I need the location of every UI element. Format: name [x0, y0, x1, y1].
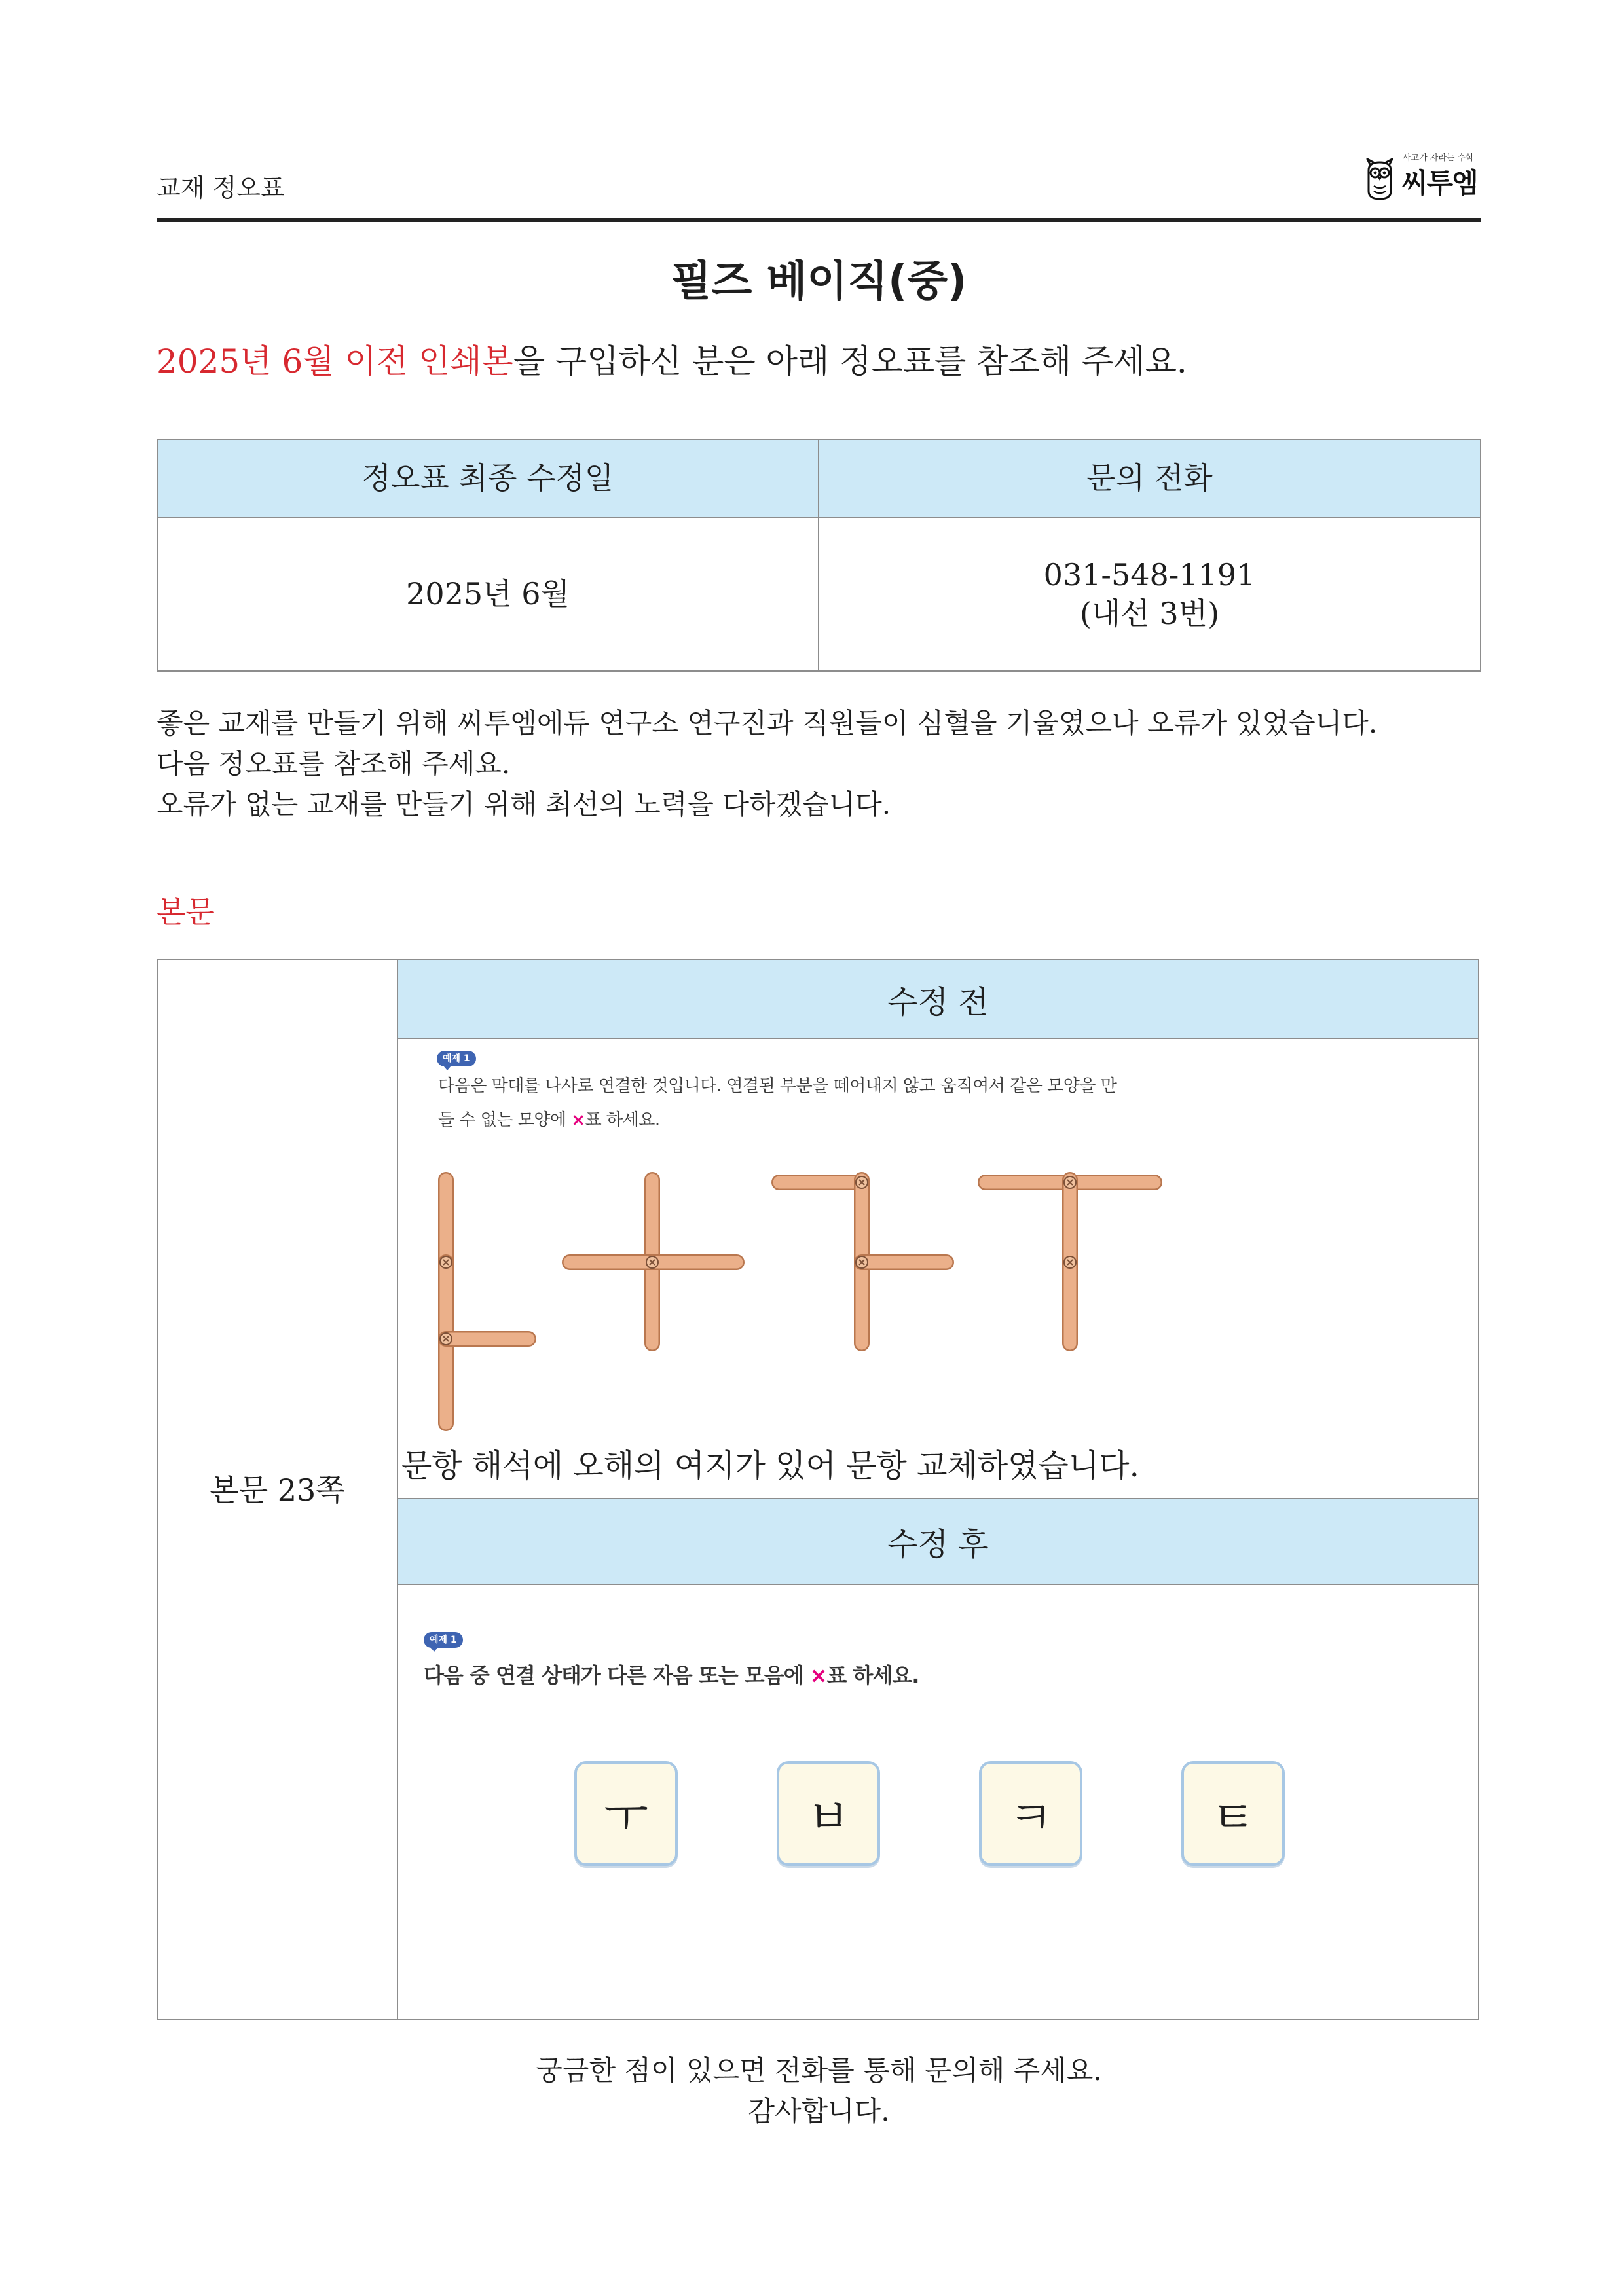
errata-location: 본문 23쪽	[210, 1472, 345, 1508]
phone-number: 031-548-1191	[1043, 556, 1256, 592]
notice-text: 을 구입하신 분은 아래 정오표를 참조해 주세요.	[513, 342, 1187, 380]
intro-line: 다음 정오표를 참조해 주세요.	[157, 748, 511, 780]
last-updated-cell	[158, 518, 818, 670]
x-mark: ×	[809, 1663, 827, 1688]
example-instruction-line	[438, 1108, 660, 1132]
brand-logo	[1362, 152, 1481, 207]
footer-thanks: 감사합니다.	[748, 2095, 890, 2127]
last-updated-value: 2025년 6월	[406, 576, 570, 611]
instruction-text: 표 하세요.	[826, 1663, 919, 1688]
stick-figure-3	[779, 1176, 946, 1343]
stick-figure-2	[570, 1180, 737, 1343]
stick-figures	[434, 1172, 1167, 1434]
owl-icon	[1365, 157, 1395, 202]
logo-tagline: 사고가 자라는 수학	[1403, 153, 1474, 163]
instruction-text: 들 수 없는 모양에	[438, 1110, 572, 1130]
after-label: 수정 후	[887, 1526, 989, 1563]
jamo-choice-tile: ㅜ	[574, 1761, 678, 1866]
stick-figure-4	[986, 1176, 1154, 1343]
screw-icon	[856, 1256, 868, 1268]
document-type-label: 교재 정오표	[157, 173, 285, 202]
screw-icon	[440, 1256, 452, 1268]
instruction-text: 표 하세요.	[585, 1110, 660, 1130]
before-label: 수정 전	[887, 983, 989, 1021]
intro-line: 오류가 없는 교재를 만들기 위해 최선의 노력을 다하겠습니다.	[157, 788, 891, 820]
after-header	[398, 1499, 1478, 1585]
screw-icon	[1064, 1176, 1076, 1188]
jamo-choice-tile: ㅋ	[979, 1761, 1082, 1866]
before-header	[398, 960, 1478, 1039]
errata-table	[157, 959, 1479, 2020]
example-instruction	[424, 1661, 919, 1690]
intro-line: 좋은 교재를 만들기 위해 씨투엠에듀 연구소 연구진과 직원들이 심혈을 기울였으나 오류가 있었습니다.	[157, 707, 1378, 739]
section-title: 본문	[157, 894, 215, 930]
page-title: 필즈 베이직(중)	[671, 257, 967, 306]
before-content	[398, 1039, 1478, 1499]
phone-extension: (내선 3번)	[1079, 595, 1220, 631]
jamo-choice-tile: ㅂ	[777, 1761, 880, 1866]
jamo-choice-tile: ㅌ	[1181, 1761, 1285, 1866]
purchase-notice	[157, 341, 1187, 382]
notice-highlight: 2025년 6월 이전 인쇄본	[157, 342, 513, 380]
example-instruction-line: 다음은 막대를 나사로 연결한 것입니다. 연결된 부분을 떼어내지 않고 움직여서 같은 모양을 만	[438, 1076, 1117, 1096]
stick-figure-1	[440, 1180, 528, 1423]
errata-location-cell	[158, 960, 397, 2019]
instruction-text: 다음 중 연결 상태가 다른 자음 또는 모음에	[424, 1663, 810, 1688]
header-contact-phone	[819, 440, 1480, 517]
correction-note: 문항 해석에 오해의 여지가 있어 문항 교체하였습니다.	[401, 1448, 1139, 1484]
footer-contact-message: 궁금한 점이 있으면 전화를 통해 문의해 주세요.	[536, 2054, 1102, 2086]
header-label: 정오표 최종 수정일	[361, 460, 614, 496]
x-mark: ×	[571, 1110, 585, 1130]
example-badge: 예제 1	[424, 1632, 463, 1648]
after-content	[398, 1585, 1478, 2019]
info-table	[157, 439, 1481, 672]
header-last-updated	[158, 440, 818, 517]
screw-icon	[856, 1176, 868, 1188]
example-badge: 예제 1	[437, 1051, 476, 1066]
logo-wordmark: 씨투엠	[1401, 167, 1477, 199]
contact-phone-cell	[819, 518, 1480, 670]
screw-icon	[1064, 1256, 1076, 1268]
screw-icon	[440, 1333, 452, 1345]
header-label: 문의 전화	[1086, 460, 1213, 496]
screw-icon	[646, 1256, 658, 1268]
header-divider	[157, 218, 1481, 222]
